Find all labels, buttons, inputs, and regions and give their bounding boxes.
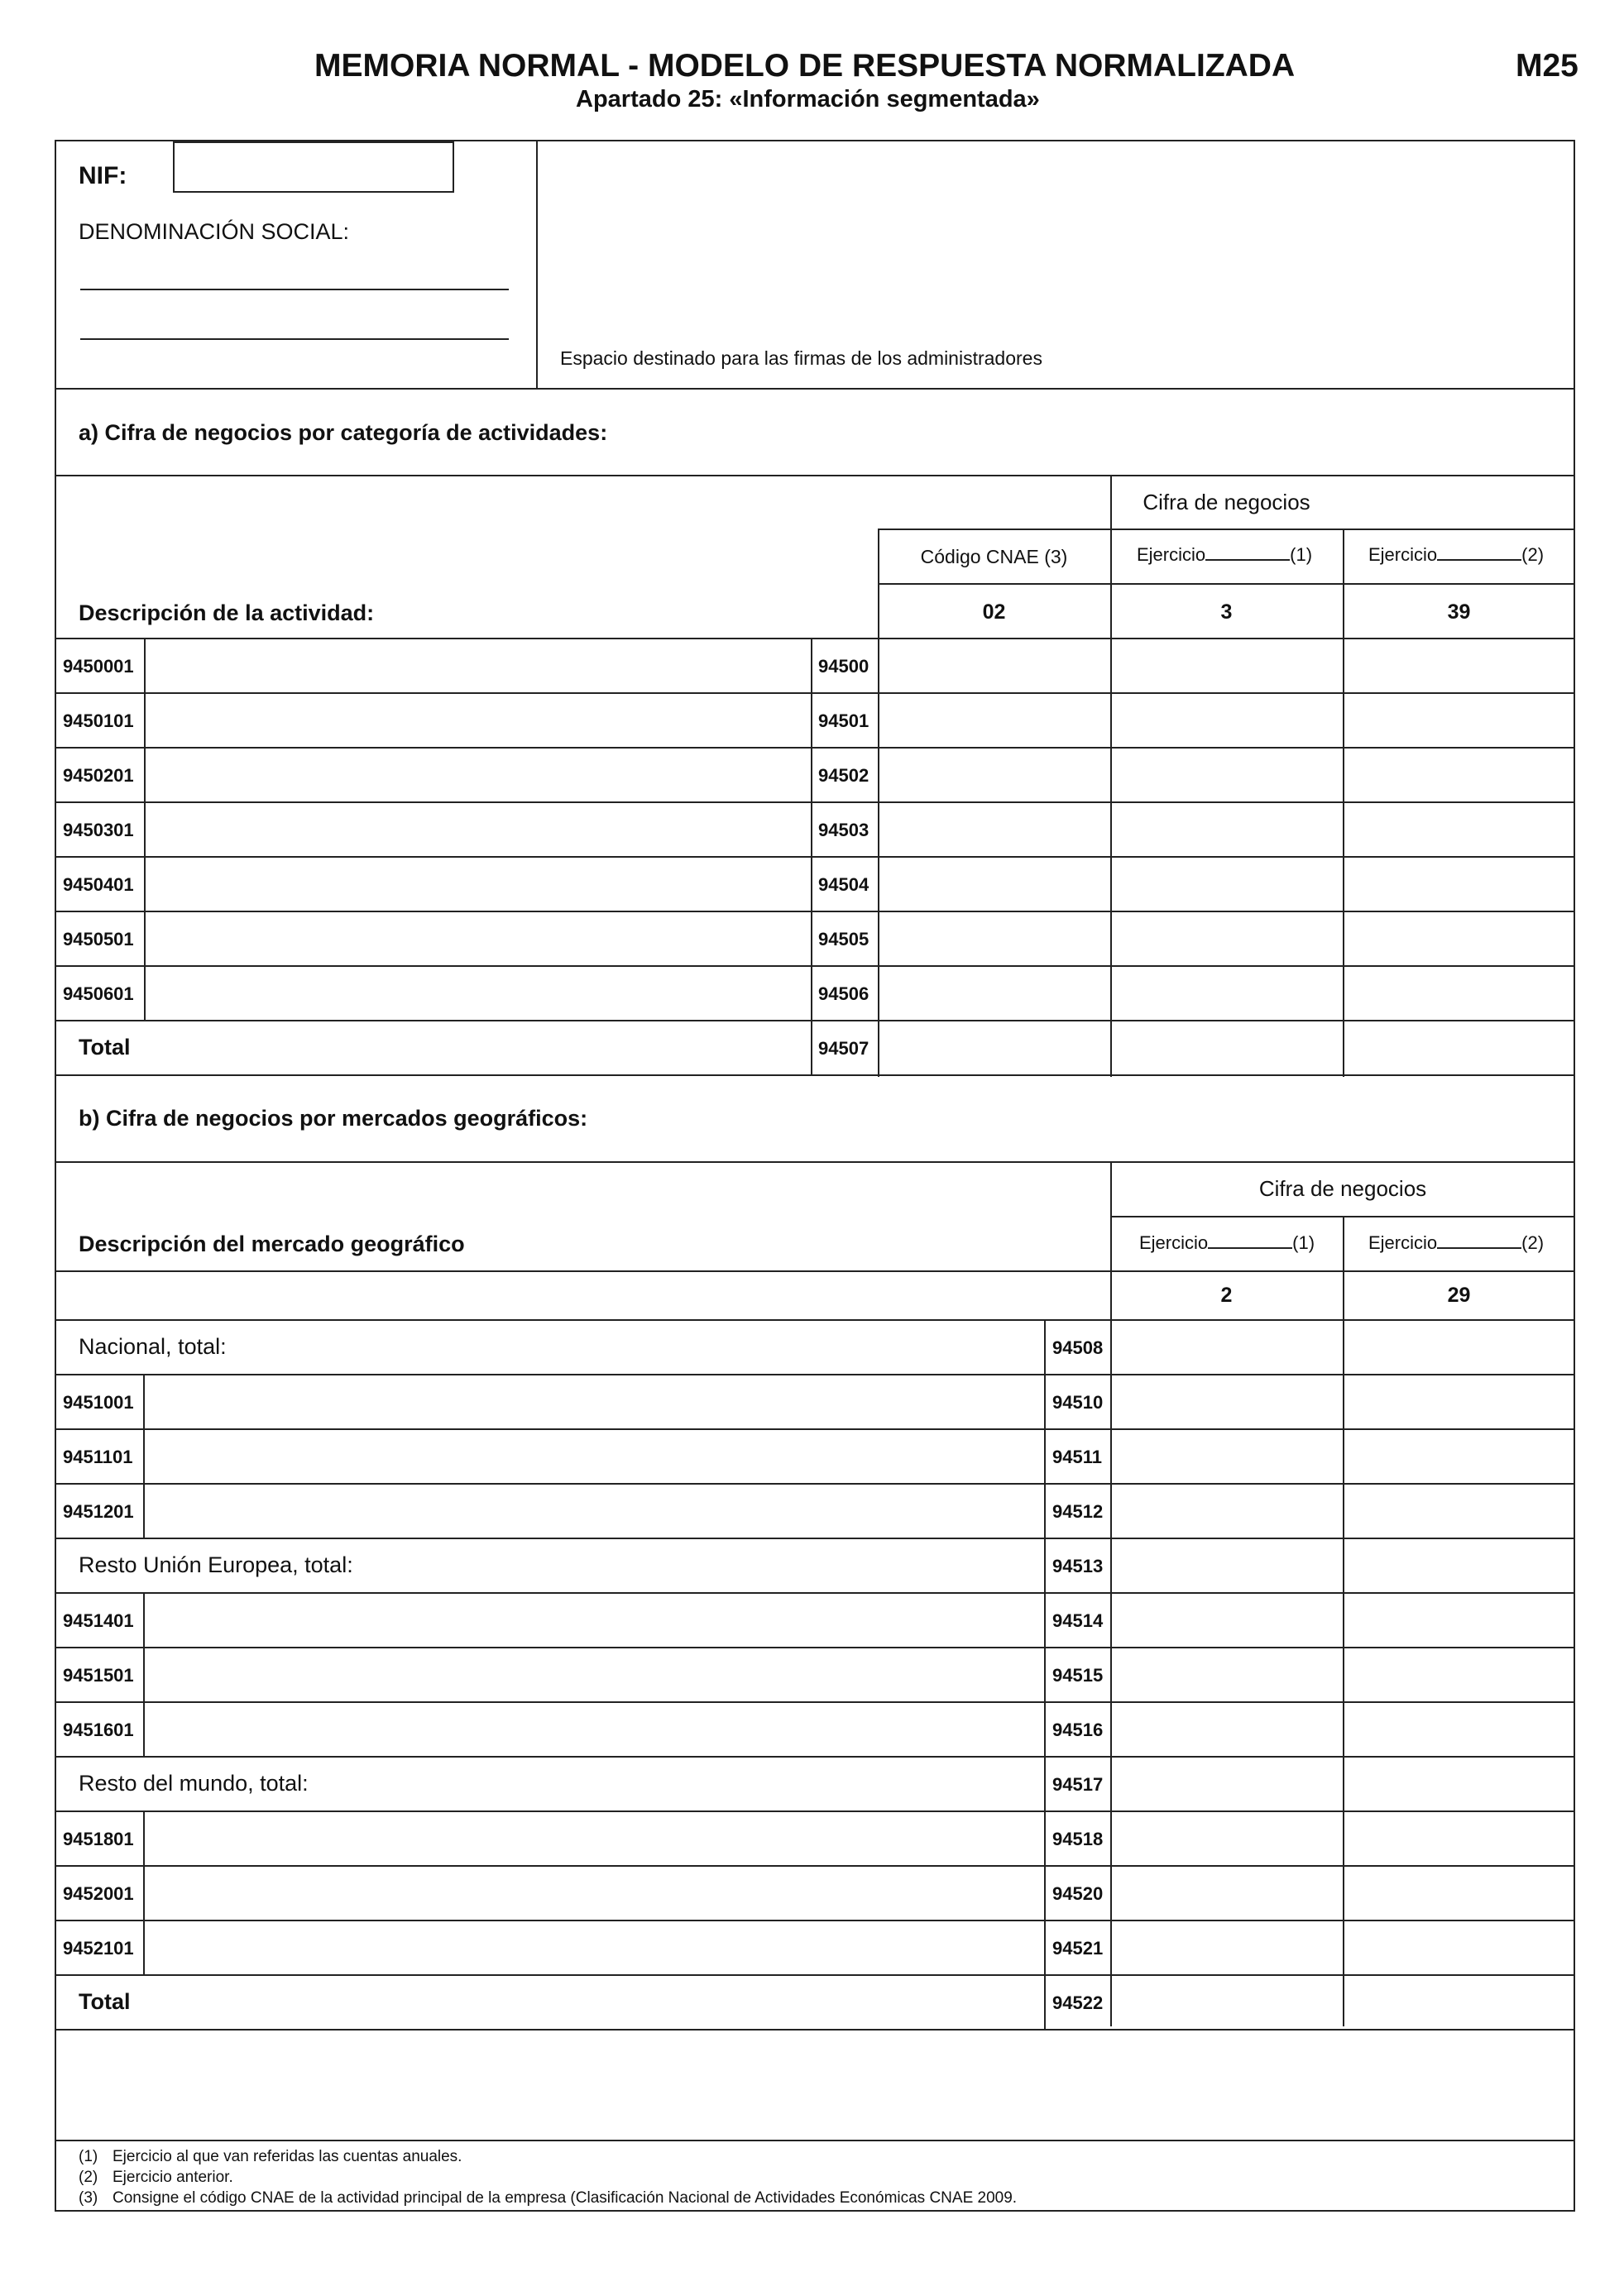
denominacion-label: DENOMINACIÓN SOCIAL: bbox=[79, 219, 350, 244]
ejercicio2-amount-input[interactable] bbox=[1344, 1594, 1574, 1645]
a-ej1-note: (1) bbox=[1290, 544, 1313, 565]
row-left-code: 9450301 bbox=[63, 820, 134, 840]
form-code: M25 bbox=[1516, 48, 1578, 84]
footnote-number: (1) bbox=[79, 2148, 98, 2165]
b-ej2-note: (2) bbox=[1521, 1232, 1545, 1253]
market-description-input[interactable] bbox=[145, 1648, 1043, 1700]
row-right-code: 94514 bbox=[1052, 1610, 1104, 1631]
row-right-code: 94504 bbox=[818, 874, 869, 895]
ejercicio1-amount-input[interactable] bbox=[1112, 1321, 1341, 1372]
ejercicio2-amount-input[interactable] bbox=[1344, 803, 1574, 854]
ejercicio2-amount-input[interactable] bbox=[1344, 1867, 1574, 1918]
row-left-code: 9450501 bbox=[63, 929, 134, 949]
total-ejercicio2-input[interactable] bbox=[1344, 1021, 1574, 1073]
ejercicio2-amount-input[interactable] bbox=[1344, 749, 1574, 800]
b-descripcion-header: Descripción del mercado geográfico bbox=[79, 1232, 465, 1256]
denominacion-line-1[interactable] bbox=[80, 289, 509, 290]
row-divider bbox=[811, 856, 812, 911]
b-ej2-year-input[interactable] bbox=[1437, 1232, 1521, 1249]
activity-description-input[interactable] bbox=[146, 694, 809, 745]
nif-label: NIF: bbox=[79, 162, 127, 189]
denominacion-line-2[interactable] bbox=[80, 338, 509, 340]
row-bottom-line bbox=[55, 2029, 1575, 2031]
a-ej1-year-input[interactable] bbox=[1205, 544, 1290, 561]
market-description-input[interactable] bbox=[145, 1375, 1043, 1427]
footnote-text: Ejercicio al que van referidas las cuentas anuales. bbox=[113, 2148, 462, 2165]
row-left-code: 9450001 bbox=[63, 656, 134, 677]
a-ej2-label: Ejercicio bbox=[1368, 544, 1438, 565]
row-divider bbox=[1044, 1538, 1046, 1592]
group-label: Resto Unión Europea, total: bbox=[79, 1552, 353, 1577]
ejercicio2-amount-input[interactable] bbox=[1344, 1485, 1574, 1536]
page-title: MEMORIA NORMAL - MODELO DE RESPUESTA NORMALIZADA bbox=[314, 48, 1296, 84]
a-col-code-cnae: 02 bbox=[982, 600, 1006, 624]
a-ejercicio2-header bbox=[1368, 544, 1544, 566]
ejercicio1-amount-input[interactable] bbox=[1112, 1758, 1341, 1809]
row-left-code: 9451001 bbox=[63, 1392, 134, 1413]
ejercicio1-amount-input[interactable] bbox=[1112, 1375, 1341, 1427]
page-subtitle: Apartado 25: «Información segmentada» bbox=[576, 86, 1040, 112]
b-header-line-1 bbox=[1110, 1216, 1575, 1217]
group-label: Resto del mundo, total: bbox=[79, 1771, 309, 1796]
section-b-title-bottom bbox=[55, 1161, 1575, 1163]
row-divider bbox=[1044, 1756, 1046, 1810]
cnae-code-input[interactable] bbox=[879, 858, 1109, 909]
ejercicio2-amount-input[interactable] bbox=[1344, 1321, 1574, 1372]
row-divider bbox=[1044, 1428, 1046, 1483]
activity-description-input[interactable] bbox=[146, 912, 809, 964]
row-right-code: 94508 bbox=[1052, 1337, 1104, 1358]
activity-description-input[interactable] bbox=[146, 749, 809, 800]
row-right-code: 94511 bbox=[1052, 1447, 1102, 1467]
b-cifra-header: Cifra de negocios bbox=[1258, 1176, 1427, 1201]
row-right-code: 94521 bbox=[1052, 1938, 1104, 1959]
ident-bottom-line bbox=[55, 388, 1575, 390]
b-ej1-year-input[interactable] bbox=[1208, 1232, 1292, 1249]
row-left-code: 9450401 bbox=[63, 874, 134, 895]
row-divider bbox=[811, 1020, 812, 1074]
cnae-code-input[interactable] bbox=[879, 967, 1109, 1018]
a-header-line-2 bbox=[878, 583, 1575, 585]
row-left-code: 9451201 bbox=[63, 1501, 134, 1522]
ejercicio1-amount-input[interactable] bbox=[1112, 749, 1341, 800]
cnae-code-input[interactable] bbox=[879, 912, 1109, 964]
row-divider bbox=[1044, 1374, 1046, 1428]
row-right-code: 94515 bbox=[1052, 1665, 1104, 1686]
row-right-code: 94517 bbox=[1052, 1774, 1104, 1795]
ejercicio1-amount-input[interactable] bbox=[1112, 1703, 1341, 1754]
a-ej2-note: (2) bbox=[1521, 544, 1545, 565]
row-left-code: 9450201 bbox=[63, 765, 134, 786]
row-divider bbox=[1044, 1592, 1046, 1647]
row-divider bbox=[1044, 1701, 1046, 1756]
row-left-code: 9452001 bbox=[63, 1883, 134, 1904]
ejercicio1-amount-input[interactable] bbox=[1112, 694, 1341, 745]
row-divider bbox=[811, 747, 812, 801]
row-divider bbox=[1044, 1974, 1046, 2029]
ejercicio1-amount-input[interactable] bbox=[1112, 639, 1341, 691]
ejercicio2-amount-input[interactable] bbox=[1344, 912, 1574, 964]
row-divider bbox=[811, 965, 812, 1020]
ejercicio2-amount-input[interactable] bbox=[1344, 639, 1574, 691]
a-col-code-ej1: 3 bbox=[1220, 600, 1233, 624]
market-description-input[interactable] bbox=[145, 1921, 1043, 1973]
row-bottom-line bbox=[55, 1074, 1575, 1076]
activity-description-input[interactable] bbox=[146, 967, 809, 1018]
a-header-line-1 bbox=[878, 529, 1575, 530]
section-a-title: a) Cifra de negocios por categoría de actividades: bbox=[79, 420, 608, 445]
total-cnae-input[interactable] bbox=[879, 1021, 1109, 1073]
row-right-code: 94505 bbox=[818, 929, 869, 949]
row-left-code: 9451801 bbox=[63, 1829, 134, 1849]
market-description-input[interactable] bbox=[145, 1703, 1043, 1754]
b-col-code-ej1: 2 bbox=[1220, 1284, 1233, 1307]
ejercicio2-amount-input[interactable] bbox=[1344, 1812, 1574, 1863]
row-left-code: 9451101 bbox=[63, 1447, 133, 1467]
ejercicio2-amount-input[interactable] bbox=[1344, 1375, 1574, 1427]
frame-bottom bbox=[55, 2210, 1575, 2212]
a-col-code-ej2: 39 bbox=[1447, 600, 1471, 624]
ejercicio2-amount-input[interactable] bbox=[1344, 1703, 1574, 1754]
row-divider bbox=[1044, 1920, 1046, 1974]
row-left-code: 9451601 bbox=[63, 1720, 134, 1740]
b-col-code-ej2: 29 bbox=[1447, 1284, 1471, 1307]
row-left-code: 9450101 bbox=[63, 710, 134, 731]
row-right-code: 94516 bbox=[1052, 1720, 1104, 1740]
row-divider bbox=[1044, 1647, 1046, 1701]
cnae-code-input[interactable] bbox=[879, 639, 1109, 691]
a-ejercicio1-header bbox=[1137, 544, 1312, 566]
ejercicio1-amount-input[interactable] bbox=[1112, 1485, 1341, 1536]
total-ejercicio1-input[interactable] bbox=[1112, 1976, 1341, 2027]
a-cifra-header: Cifra de negocios bbox=[1143, 490, 1310, 514]
row-divider bbox=[811, 801, 812, 856]
b-ejercicio2-header bbox=[1368, 1232, 1544, 1254]
ejercicio2-amount-input[interactable] bbox=[1344, 1921, 1574, 1973]
row-right-code: 94512 bbox=[1052, 1501, 1104, 1522]
row-right-code: 94513 bbox=[1052, 1556, 1104, 1576]
market-description-input[interactable] bbox=[145, 1485, 1043, 1536]
ejercicio2-amount-input[interactable] bbox=[1344, 1430, 1574, 1481]
firmas-label: Espacio destinado para las firmas de los administradores bbox=[560, 347, 1042, 369]
activity-description-input[interactable] bbox=[146, 639, 809, 691]
footnote-text: Ejercicio anterior. bbox=[113, 2169, 233, 2186]
ejercicio1-amount-input[interactable] bbox=[1112, 858, 1341, 909]
ejercicio1-amount-input[interactable] bbox=[1112, 1648, 1341, 1700]
footnote-number: (2) bbox=[79, 2169, 98, 2186]
ejercicio2-amount-input[interactable] bbox=[1344, 967, 1574, 1018]
a-cnae-header: Código CNAE (3) bbox=[920, 546, 1068, 567]
row-left-code: 9450601 bbox=[63, 983, 134, 1004]
total-code: 94522 bbox=[1052, 1992, 1104, 2013]
row-right-code: 94503 bbox=[818, 820, 869, 840]
ejercicio2-amount-input[interactable] bbox=[1344, 1539, 1574, 1590]
activity-description-input[interactable] bbox=[146, 803, 809, 854]
cnae-code-input[interactable] bbox=[879, 694, 1109, 745]
row-divider bbox=[811, 692, 812, 747]
ejercicio2-amount-input[interactable] bbox=[1344, 1648, 1574, 1700]
market-description-input[interactable] bbox=[145, 1594, 1043, 1645]
b-ej1-note: (1) bbox=[1292, 1232, 1315, 1253]
row-right-code: 94518 bbox=[1052, 1829, 1104, 1849]
row-right-code: 94501 bbox=[818, 710, 869, 731]
row-divider bbox=[1044, 1810, 1046, 1865]
section-a-title-bottom bbox=[55, 475, 1575, 476]
ejercicio1-amount-input[interactable] bbox=[1112, 1594, 1341, 1645]
total-ejercicio2-input[interactable] bbox=[1344, 1976, 1574, 2027]
frame-left bbox=[55, 140, 56, 2212]
ejercicio1-amount-input[interactable] bbox=[1112, 1867, 1341, 1918]
total-code: 94507 bbox=[818, 1038, 869, 1059]
row-left-code: 9451501 bbox=[63, 1665, 134, 1686]
footnote-text: Consigne el código CNAE de la actividad principal de la empresa (Clasificación Nacional de Actividades Económicas CNAE 2009. bbox=[113, 2189, 1018, 2207]
cnae-code-input[interactable] bbox=[879, 803, 1109, 854]
ident-divider bbox=[536, 140, 538, 390]
ejercicio1-amount-input[interactable] bbox=[1112, 967, 1341, 1018]
footnotes-top-line bbox=[55, 2140, 1575, 2141]
row-right-code: 94500 bbox=[818, 656, 869, 677]
group-label: Nacional, total: bbox=[79, 1334, 227, 1359]
ejercicio2-amount-input[interactable] bbox=[1344, 858, 1574, 909]
b-ejercicio1-header bbox=[1139, 1232, 1315, 1254]
b-ej2-label: Ejercicio bbox=[1368, 1232, 1438, 1253]
b-ej1-label: Ejercicio bbox=[1139, 1232, 1209, 1253]
ejercicio2-amount-input[interactable] bbox=[1344, 1758, 1574, 1809]
total-ejercicio1-input[interactable] bbox=[1112, 1021, 1341, 1073]
row-left-code: 9451401 bbox=[63, 1610, 134, 1631]
market-description-input[interactable] bbox=[145, 1812, 1043, 1863]
cnae-code-input[interactable] bbox=[879, 749, 1109, 800]
row-right-code: 94502 bbox=[818, 765, 869, 786]
market-description-input[interactable] bbox=[145, 1430, 1043, 1481]
section-b-title: b) Cifra de negocios por mercados geográficos: bbox=[79, 1106, 588, 1131]
a-ej2-year-input[interactable] bbox=[1437, 544, 1521, 561]
nif-input[interactable] bbox=[173, 141, 454, 193]
ejercicio1-amount-input[interactable] bbox=[1112, 1921, 1341, 1973]
row-right-code: 94506 bbox=[818, 983, 869, 1004]
a-descripcion-header: Descripción de la actividad: bbox=[79, 600, 375, 625]
ejercicio1-amount-input[interactable] bbox=[1112, 1430, 1341, 1481]
row-divider bbox=[1044, 1483, 1046, 1538]
row-right-code: 94520 bbox=[1052, 1883, 1104, 1904]
footnote-number: (3) bbox=[79, 2189, 98, 2207]
ejercicio1-amount-input[interactable] bbox=[1112, 803, 1341, 854]
total-label: Total bbox=[79, 1035, 131, 1060]
b-header-line-2 bbox=[55, 1270, 1575, 1272]
row-divider bbox=[811, 911, 812, 965]
a-ej1-label: Ejercicio bbox=[1137, 544, 1206, 565]
total-label: Total bbox=[79, 1989, 131, 2014]
ejercicio1-amount-input[interactable] bbox=[1112, 1539, 1341, 1590]
ejercicio1-amount-input[interactable] bbox=[1112, 912, 1341, 964]
row-right-code: 94510 bbox=[1052, 1392, 1104, 1413]
row-left-code: 9452101 bbox=[63, 1938, 134, 1959]
ejercicio2-amount-input[interactable] bbox=[1344, 694, 1574, 745]
row-divider bbox=[1044, 1865, 1046, 1920]
market-description-input[interactable] bbox=[145, 1867, 1043, 1918]
row-divider bbox=[1044, 1319, 1046, 1374]
ejercicio1-amount-input[interactable] bbox=[1112, 1812, 1341, 1863]
row-divider bbox=[811, 638, 812, 692]
activity-description-input[interactable] bbox=[146, 858, 809, 909]
